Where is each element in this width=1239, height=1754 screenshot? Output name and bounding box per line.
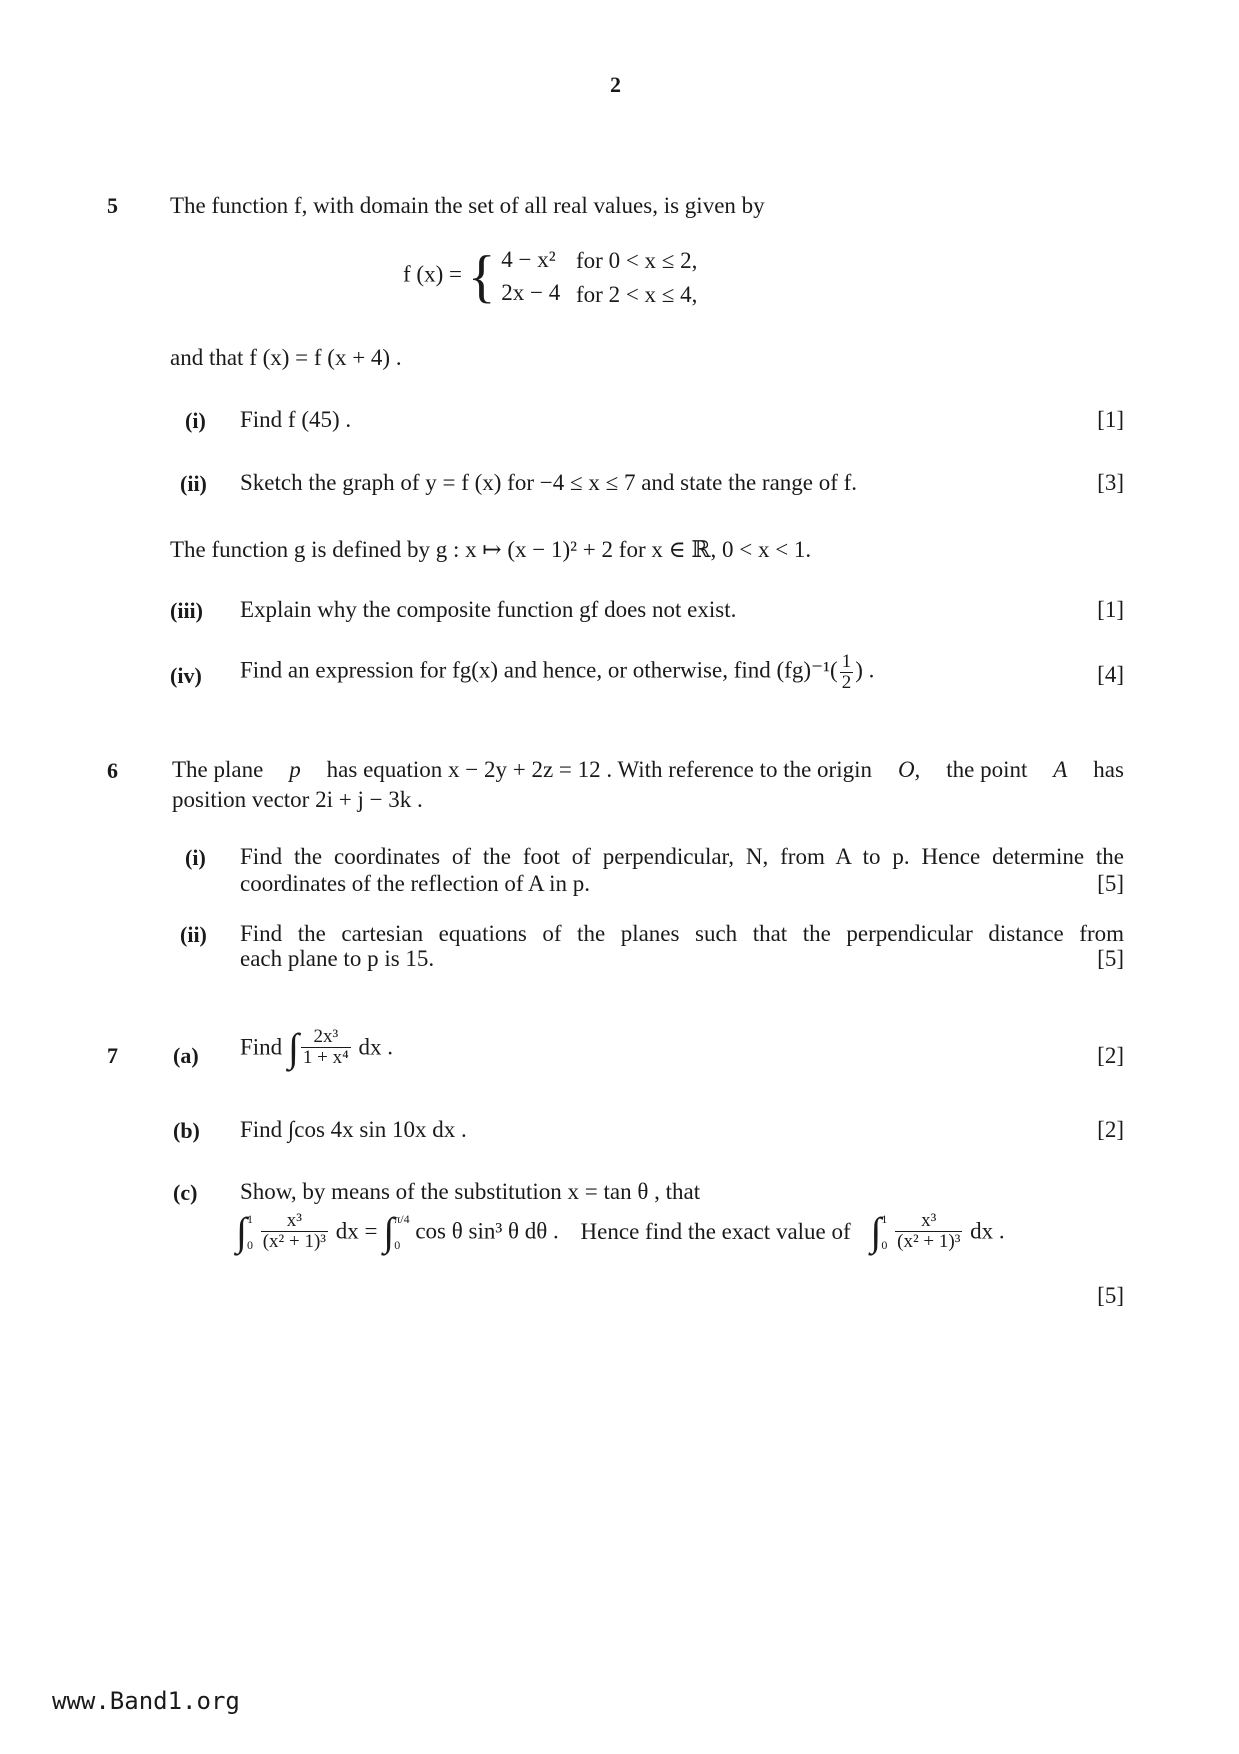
q7-a-find: Find xyxy=(240,1034,283,1060)
integral-sign: ∫ xyxy=(870,1209,882,1254)
periodic-condition: and that f (x) = f (x + 4) . xyxy=(170,345,402,370)
integral-sign: ∫ xyxy=(287,1025,299,1070)
q7-part-a-label: (a) xyxy=(173,1043,199,1068)
integral-sign: ∫ xyxy=(383,1209,395,1254)
integral-limits xyxy=(394,1213,409,1251)
lower-limit: 0 xyxy=(246,1237,253,1252)
q7-part-b-marks: [2] xyxy=(1097,1117,1124,1142)
part-i-label: (i) xyxy=(185,408,206,433)
q7-c-denominator: (x² + 1)³ xyxy=(262,1231,326,1253)
footer-website: www.Band1.org xyxy=(52,1687,240,1715)
half-fraction xyxy=(840,652,854,693)
cases-expressions xyxy=(501,243,560,310)
integral-limits xyxy=(881,1213,887,1251)
piecewise-definition xyxy=(403,243,560,310)
part-ii-text: Sketch the graph of y = f (x) for −4 ≤ x ≤ 7 and state the range of f. xyxy=(240,470,858,495)
case-2-expression: 2x − 4 xyxy=(501,280,561,306)
part-iii-marks: [1] xyxy=(1097,597,1124,622)
part-i-marks: [1] xyxy=(1097,407,1124,432)
question-5-intro: The function f, with domain the set of all real values, is given by xyxy=(170,193,765,218)
question-5-number: 5 xyxy=(107,193,118,218)
integral-sign: ∫ xyxy=(236,1209,247,1254)
q6-part-ii-label: (ii) xyxy=(180,922,207,947)
q7-part-b-label: (b) xyxy=(173,1118,200,1143)
part-i-text: Find f (45) . xyxy=(240,407,352,432)
left-brace: { xyxy=(467,243,496,309)
part-iv-text-end: ) . xyxy=(855,657,875,683)
q6-part-i-marks: [5] xyxy=(1097,871,1124,896)
q7-part-b-text: Find ∫cos 4x sin 10x dx . xyxy=(240,1117,467,1142)
q6-part-i-line-1: Find the coordinates of the foot of perpendicular, N, from A to p. Hence determine the xyxy=(240,844,1124,869)
q6-text-a: The plane xyxy=(172,757,264,782)
q7-c-numerator: x³ xyxy=(261,1211,328,1232)
q7-c-numerator: x³ xyxy=(895,1211,962,1232)
integral-limits xyxy=(247,1213,253,1251)
upper-limit: 1 xyxy=(881,1211,888,1226)
q6-part-i-line-2: coordinates of the reflection of A in p. xyxy=(240,871,591,896)
q7-part-a-marks: [2] xyxy=(1097,1043,1124,1068)
page-number: 2 xyxy=(610,72,621,97)
q6-point-a: A xyxy=(1053,757,1068,782)
q6-plane-p: p xyxy=(289,757,301,782)
case-1-expression: 4 − x² xyxy=(501,247,556,272)
q7-a-dx: dx . xyxy=(358,1034,393,1060)
q7-c-fraction xyxy=(261,1211,328,1252)
q6-part-i-label: (i) xyxy=(185,845,206,870)
part-iv-text-main: Find an expression for fg(x) and hence, or otherwise, find (fg)⁻¹( xyxy=(240,657,838,683)
case-2-condition: for 2 < x ≤ 4, xyxy=(576,282,698,307)
question-7-number: 7 xyxy=(107,1043,118,1068)
case-1-condition: for 0 < x ≤ 2, xyxy=(576,248,698,273)
q6-text-c: the point xyxy=(946,757,1028,782)
part-iii-text: Explain why the composite function gf does not exist. xyxy=(240,597,737,622)
part-iv-text xyxy=(240,652,874,693)
q6-part-ii-marks: [5] xyxy=(1097,946,1124,971)
lower-limit: 0 xyxy=(394,1237,401,1252)
q6-text-b: has equation x − 2y + 2z = 12 . With reference to the origin xyxy=(326,757,873,782)
q7-c-fraction-2 xyxy=(895,1211,962,1252)
upper-limit: 1 xyxy=(246,1211,253,1226)
question-6-line-2: position vector 2i + j − 3k . xyxy=(172,787,423,812)
q7-part-c-label: (c) xyxy=(173,1180,198,1205)
part-ii-marks: [3] xyxy=(1097,470,1124,495)
lower-limit: 0 xyxy=(881,1237,888,1252)
q6-part-ii-line-2: each plane to p is 15. xyxy=(240,946,435,971)
fraction-numerator: 1 xyxy=(841,651,852,672)
q6-origin-o: O, xyxy=(897,757,921,782)
q7-part-c-integral-equation xyxy=(236,1208,1005,1255)
question-6-number: 6 xyxy=(107,758,118,783)
q7-a-fraction xyxy=(301,1027,351,1068)
q7-c-hence-text: Hence find the exact value of xyxy=(580,1218,851,1244)
q7-c-rhs: cos θ sin³ θ dθ . xyxy=(415,1218,559,1244)
q7-part-c-marks: [5] xyxy=(1097,1283,1124,1308)
q7-part-a-expression xyxy=(240,1024,393,1071)
function-lhs: f (x) = xyxy=(403,261,462,287)
upper-limit: π/4 xyxy=(394,1211,410,1226)
q6-text-d: has xyxy=(1093,757,1124,782)
part-ii-label: (ii) xyxy=(180,471,207,496)
q7-c-denominator: (x² + 1)³ xyxy=(897,1231,961,1253)
q7-c-dx: dx . xyxy=(970,1218,1005,1244)
function-g-definition: The function g is defined by g : x ↦ (x − 1)² + 2 for x ∈ ℝ, 0 < x < 1. xyxy=(170,537,812,562)
part-iii-label: (iii) xyxy=(170,598,203,623)
q7-a-denominator: 1 + x⁴ xyxy=(302,1047,349,1069)
q7-part-c-line-1: Show, by means of the substitution x = tan θ , that xyxy=(240,1179,701,1204)
part-iv-label: (iv) xyxy=(170,663,202,688)
q6-part-ii-line-1: Find the cartesian equations of the planes such that the perpendicular distance from xyxy=(240,921,1124,946)
q7-a-numerator: 2x³ xyxy=(301,1027,351,1048)
part-iv-marks: [4] xyxy=(1097,662,1124,687)
fraction-denominator: 2 xyxy=(841,671,852,693)
question-6-line-1 xyxy=(172,757,1124,783)
q7-c-equals: dx = xyxy=(335,1218,378,1244)
